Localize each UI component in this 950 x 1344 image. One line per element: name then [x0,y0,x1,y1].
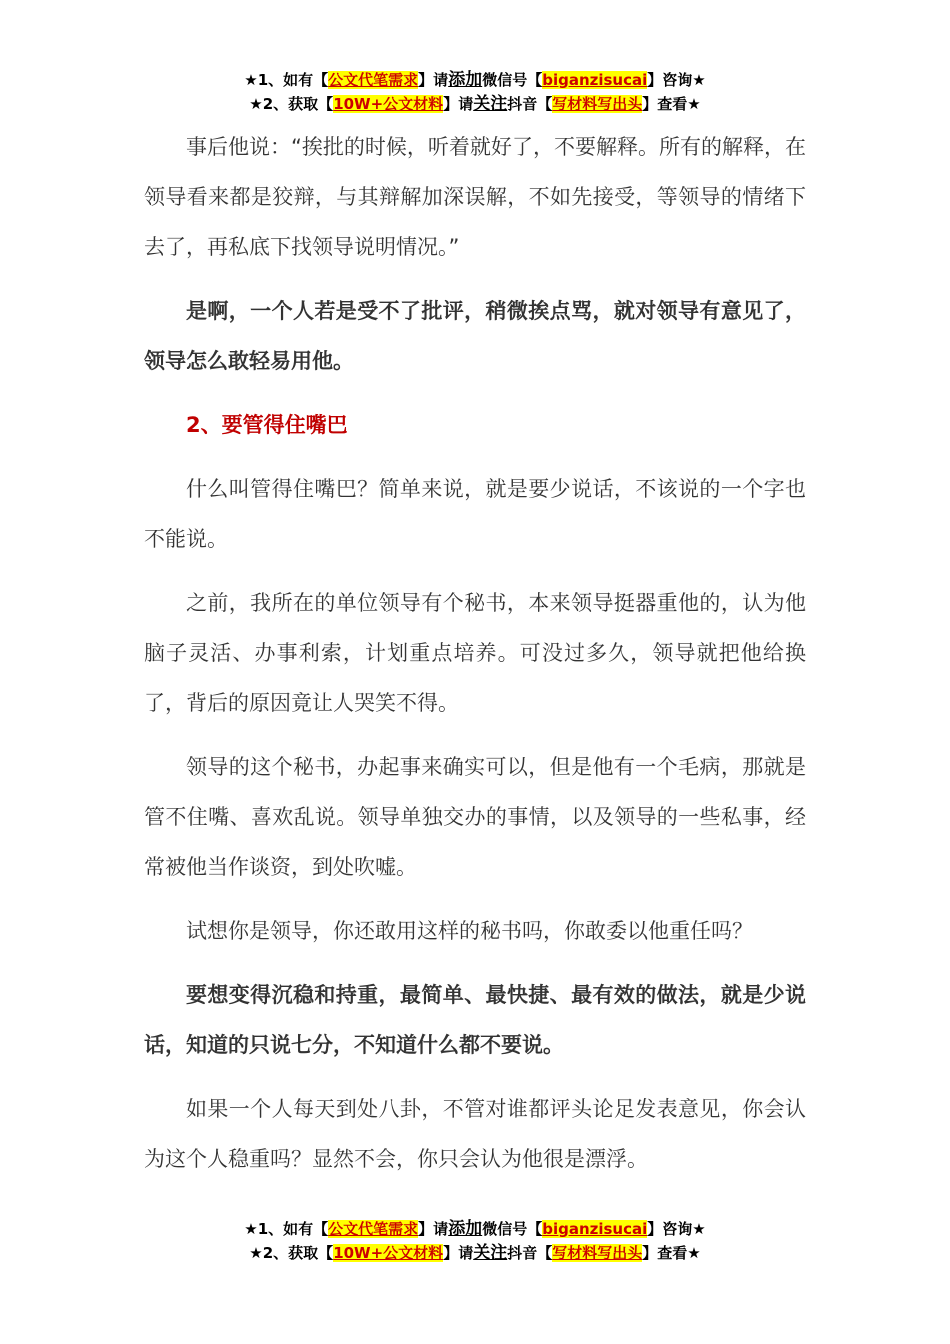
banner-text: 】请 [418,1220,449,1238]
paragraph: 事后他说：“挨批的时候，听着就好了，不要解释。所有的解释，在领导看来都是狡辩，与其辩解加深误解，不如先接受，等领导的情绪下去了，再私底下找领导说明情况。” [144,135,806,259]
banner-highlight: 10W+公文材料 [333,95,444,113]
banner-emphasis: 添加 [448,1219,483,1239]
banner-emphasis: 关注 [473,1243,508,1263]
banner-highlight: 公文代笔需求 [328,1220,419,1238]
banner-text: 】咨询★ [647,1220,706,1238]
paragraph: 什么叫管得住嘴巴？简单来说，就是要少说话，不该说的一个字也不能说。 [144,477,806,551]
article-body [144,122,806,1198]
banner-text: ★1、如有【 [244,71,329,89]
paragraph: 之前，我所在的单位领导有个秘书，本来领导挺器重他的，认为他脑子灵活、办事利索，计划重点培养。可没过多久，领导就把他给换了，背后的原因竟让人哭笑不得。 [144,591,806,715]
banner-highlight: 公文代笔需求 [328,71,419,89]
banner-highlight: 写材料写出头 [552,95,643,113]
banner-text: 】请 [418,71,449,89]
banner-highlight: 10W+公文材料 [333,1244,444,1262]
banner-highlight: 写材料写出头 [552,1244,643,1262]
banner-text: ★1、如有【 [244,1220,329,1238]
banner-text: 抖音【 [507,95,553,113]
footer-banner [0,1217,950,1265]
bold-paragraph: 是啊，一个人若是受不了批评，稍微挨点骂，就对领导有意见了，领导怎么敢轻易用他。 [144,299,806,373]
banner-text: 】咨询★ [647,71,706,89]
paragraph: 领导的这个秘书，办起事来确实可以，但是他有一个毛病，那就是管不住嘴、喜欢乱说。领导单独交办的事情，以及领导的一些私事，经常被他当作谈资，到处吹嘘。 [144,755,806,879]
banner-highlight: biganzisucai [542,71,648,89]
banner-line-2 [0,1241,950,1265]
banner-highlight: biganzisucai [542,1220,648,1238]
banner-emphasis: 关注 [473,94,508,114]
banner-text: 微信号【 [482,1220,543,1238]
banner-text: 抖音【 [507,1244,553,1262]
section-heading: 2、要管得住嘴巴 [186,413,348,437]
banner-text: 微信号【 [482,71,543,89]
banner-line-1 [0,68,950,92]
paragraph: 如果一个人每天到处八卦，不管对谁都评头论足发表意见，你会认为这个人稳重吗？显然不会，你只会认为他很是漂浮。 [144,1097,806,1171]
banner-text: ★2、获取【 [249,95,334,113]
banner-text: 】查看★ [642,1244,701,1262]
banner-text: 】请 [443,95,474,113]
header-banner [0,68,950,116]
banner-emphasis: 添加 [448,70,483,90]
banner-text: 】请 [443,1244,474,1262]
banner-text: ★2、获取【 [249,1244,334,1262]
banner-line-2 [0,92,950,116]
paragraph: 试想你是领导，你还敢用这样的秘书吗，你敢委以他重任吗？ [186,919,753,943]
banner-line-1 [0,1217,950,1241]
banner-text: 】查看★ [642,95,701,113]
bold-paragraph: 要想变得沉稳和持重，最简单、最快捷、最有效的做法，就是少说话，知道的只说七分，不知道什么都不要说。 [144,983,806,1057]
